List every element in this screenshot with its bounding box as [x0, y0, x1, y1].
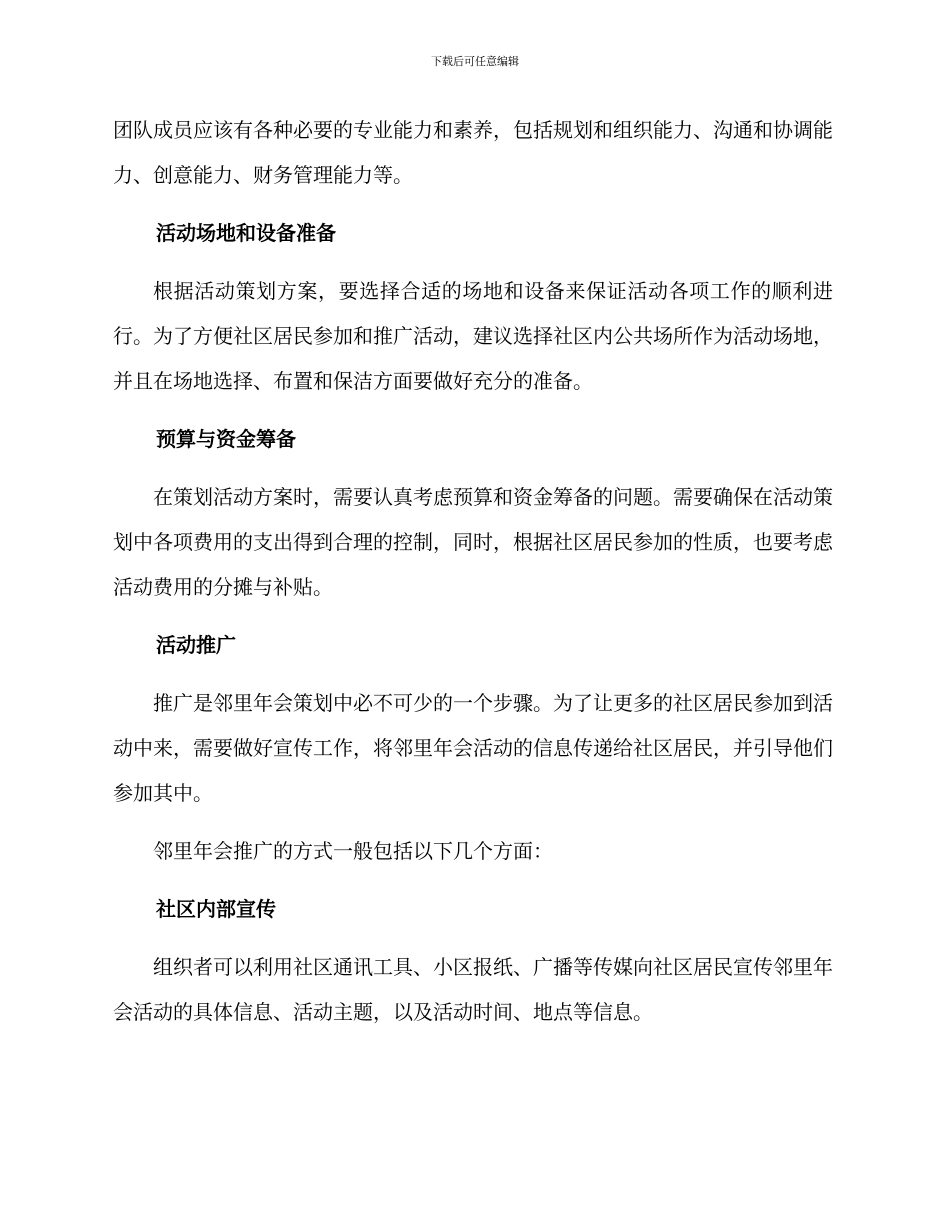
heading-venue-equipment: 活动场地和设备准备 — [156, 221, 336, 245]
paragraph-team-skills: 团队成员应该有各种必要的专业能力和素养，包括规划和组织能力、沟通和协调能力、创意能力、财务管理能力等。 — [113, 118, 833, 187]
paragraph-budget-funding: 在策划活动方案时，需要认真考虑预算和资金筹备的问题。需要确保在活动策划中各项费用的支出得到合理的控制，同时，根据社区居民参加的性质，也要考虑活动费用的分摊与补贴。 — [113, 485, 833, 599]
paragraph-internal-publicity: 组织者可以利用社区通讯工具、小区报纸、广播等传媒向社区居民宣传邻里年会活动的具体信息、活动主题，以及活动时间、地点等信息。 — [113, 955, 833, 1024]
paragraph-promotion-ways: 邻里年会推广的方式一般包括以下几个方面： — [153, 839, 553, 863]
paragraph-promotion: 推广是邻里年会策划中必不可少的一个步骤。为了让更多的社区居民参加到活动中来，需要做好宣传工作，将邻里年会活动的信息传递给社区居民，并引导他们参加其中。 — [113, 691, 833, 805]
heading-budget-funding: 预算与资金筹备 — [156, 427, 296, 451]
heading-internal-publicity: 社区内部宣传 — [156, 897, 276, 921]
document-body — [113, 108, 833, 1035]
paragraph-venue-equipment: 根据活动策划方案，要选择合适的场地和设备来保证活动各项工作的顺利进行。为了方便社区居民参加和推广活动，建议选择社区内公共场所作为活动场地，并且在场地选择、布置和保洁方面要做好充分的准备。 — [113, 279, 833, 393]
heading-promotion: 活动推广 — [156, 633, 236, 657]
page-header: 下载后可任意编辑 — [431, 55, 519, 68]
